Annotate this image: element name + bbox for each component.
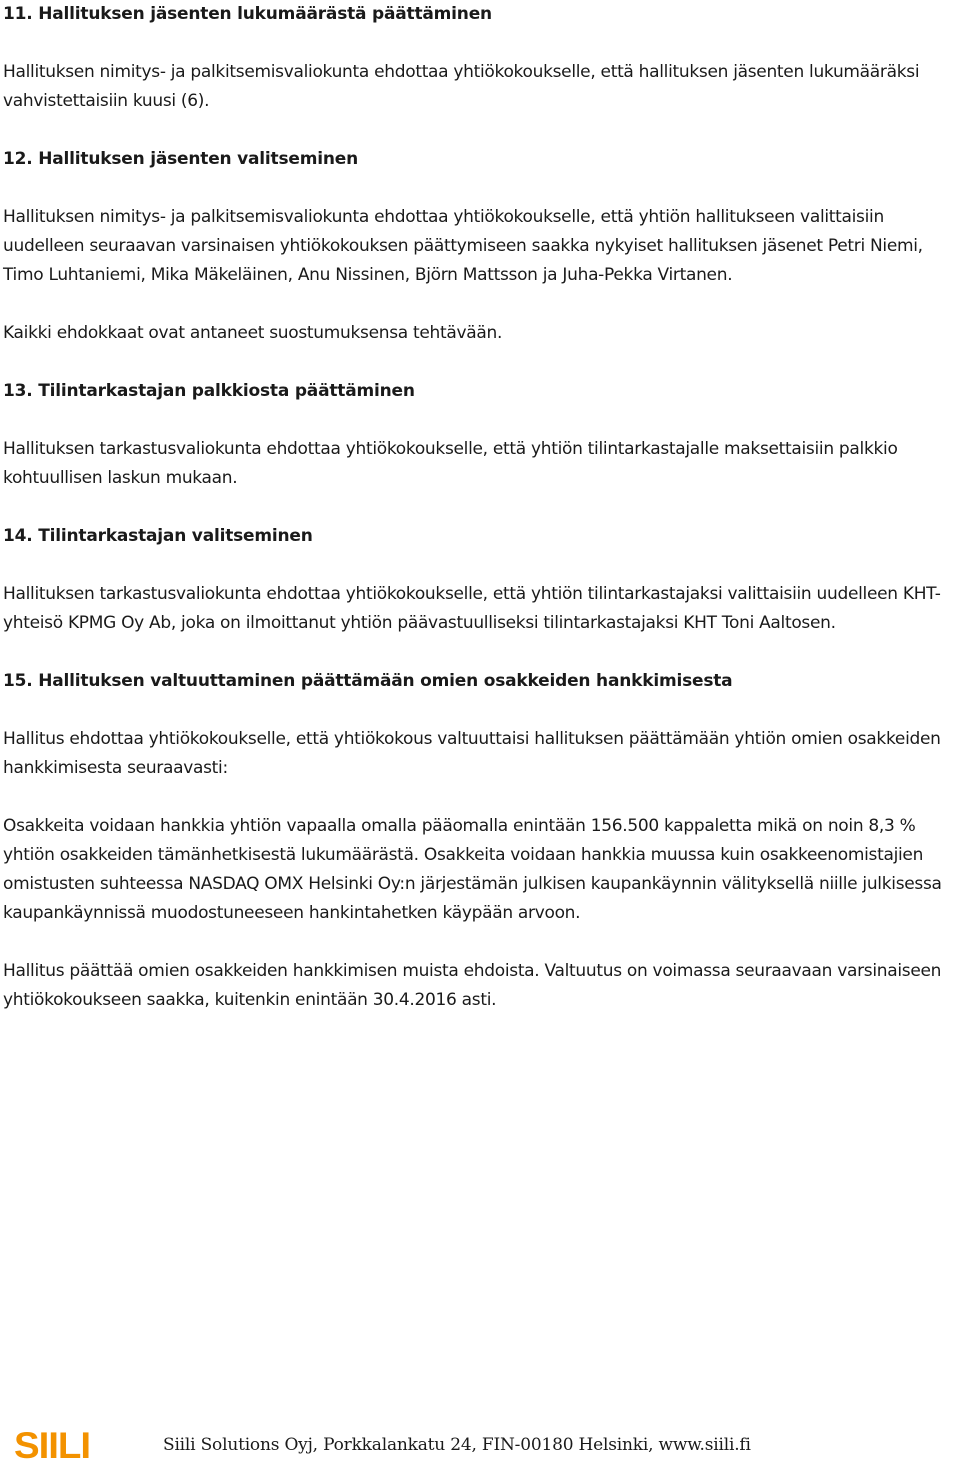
- paragraph-14-1: Hallituksen tarkastusvaliokunta ehdottaa yhtiökokoukselle, että yhtiön tilintarkastajaksi valittaisiin uudelleen KHT-yhteisö KPMG Oy Ab, joka on ilmoittanut yhtiön päävastuulliseksi tilintarkastajaksi KHT Toni Aaltosen.: [3, 584, 941, 633]
- paragraph-15-3: Hallitus päättää omien osakkeiden hankkimisen muista ehdoista. Valtuutus on voimassa seuraavaan varsinaiseen yhtiökokoukseen saakka, kuitenkin enintään 30.4.2016 asti.: [3, 961, 942, 1010]
- section-heading-14: 14. Tilintarkastajan valitseminen: [3, 526, 313, 546]
- document-body: [3, 0, 959, 1015]
- paragraph-15-1: Hallitus ehdottaa yhtiökokoukselle, että yhtiökokous valtuuttaisi hallituksen päättämään yhtiön omien osakkeiden hankkimisesta seuraavasti:: [3, 729, 941, 778]
- section-heading-15: 15. Hallituksen valtuuttaminen päättämään omien osakkeiden hankkimisesta: [3, 671, 733, 691]
- section-heading-12: 12. Hallituksen jäsenten valitseminen: [3, 149, 359, 169]
- siili-logo-text: SIILI: [14, 1425, 91, 1465]
- paragraph-15-2: Osakkeita voidaan hankkia yhtiön vapaalla omalla pääomalla enintään 156.500 kappaletta mikä on noin 8,3 % yhtiön osakkeiden tämänhetkisestä lukumäärästä. Osakkeita voidaan hankkia muussa kuin osakkeenomistajien omistusten suhteessa NASDAQ OMX Helsinki Oy:n järjestämän julkisen kaupankäynnin välityksellä niille julkisessa kaupankäynnissä muodostuneeseen hankintahetken käypään arvoon.: [3, 816, 942, 923]
- section-heading-13: 13. Tilintarkastajan palkkiosta päättäminen: [3, 381, 415, 401]
- paragraph-12-1: Hallituksen nimitys- ja palkitsemisvaliokunta ehdottaa yhtiökokoukselle, että yhtiön hallitukseen valittaisiin uudelleen seuraavan varsinaisen yhtiökokouksen päättymiseen saakka nykyiset hallituksen jäsenet Petri Niemi, Timo Luhtaniemi, Mika Mäkeläinen, Anu Nissinen, Björn Mattsson ja Juha-Pekka Virtanen.: [3, 207, 923, 285]
- siili-logo: [14, 1425, 94, 1465]
- paragraph-13-1: Hallituksen tarkastusvaliokunta ehdottaa yhtiökokoukselle, että yhtiön tilintarkastajalle maksettaisiin palkkio kohtuullisen laskun mukaan.: [3, 439, 898, 488]
- paragraph-12-2: Kaikki ehdokkaat ovat antaneet suostumuksensa tehtävään.: [3, 323, 503, 343]
- page-footer: [0, 1425, 960, 1465]
- paragraph-11-1: Hallituksen nimitys- ja palkitsemisvaliokunta ehdottaa yhtiökokoukselle, että hallituksen jäsenten lukumääräksi vahvistettaisiin kuusi (6).: [3, 62, 920, 111]
- footer-company-line: Siili Solutions Oyj, Porkkalankatu 24, FIN-00180 Helsinki, www.siili.fi: [163, 1435, 751, 1455]
- section-heading-11: 11. Hallituksen jäsenten lukumäärästä päättäminen: [3, 4, 492, 24]
